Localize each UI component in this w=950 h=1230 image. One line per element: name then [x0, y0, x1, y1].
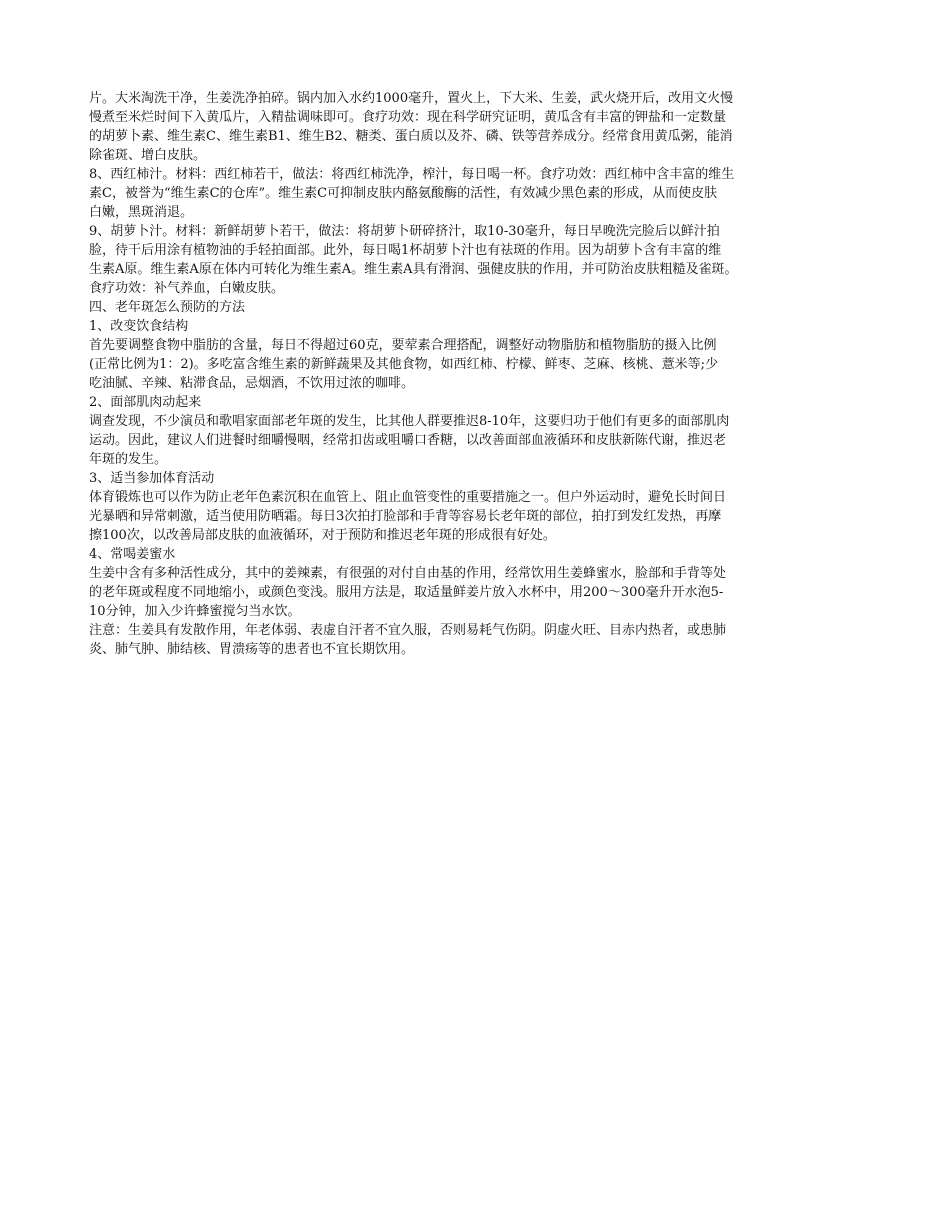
document-body — [89, 89, 889, 659]
note-line: 炎、肺气肿、肺结核、胃溃疡等的患者也不宜长期饮用。 — [89, 642, 415, 657]
text-line: 白嫩，黑斑消退。 — [89, 205, 194, 220]
note-line: 注意：生姜具有发散作用，年老体弱、表虚自汗者不宜久服，否则易耗气伤阴。阴虚火旺、目赤内热者，或患肺 — [89, 623, 727, 638]
text-line: 10分钟，加入少许蜂蜜搅匀当水饮。 — [89, 604, 301, 619]
text-line: 吃油腻、辛辣、粘滞食品，忌烟酒，不饮用过浓的咖啡。 — [89, 376, 415, 391]
text-line: 生素A原。维生素A原在体内可转化为维生素A。维生素A具有滑润、强健皮肤的作用，并可防治皮肤粗糙及雀斑。 — [89, 262, 738, 277]
text-line: 调查发现，不少演员和歌唱家面部老年斑的发生，比其他人群要推迟8-10年，这要归功于他们有更多的面部肌肉 — [89, 414, 730, 429]
text-line: 除雀斑、增白皮肤。 — [89, 148, 207, 163]
text-line: 光暴晒和异常刺激，适当使用防晒霜。每日3次拍打脸部和手背等容易长老年斑的部位，拍打到发红发热，再摩 — [89, 509, 722, 524]
text-line: 生姜中含有多种活性成分，其中的姜辣素，有很强的对付自由基的作用，经常饮用生姜蜂蜜水，脸部和手背等处 — [89, 566, 727, 581]
subsection-heading: 2、面部肌肉动起来 — [89, 395, 202, 410]
subsection-heading: 3、适当参加体育活动 — [89, 471, 215, 486]
text-line: 运动。因此，建议人们进餐时细嚼慢咽，经常扣齿或咀嚼口香糖，以改善面部血液循环和皮肤新陈代谢，推迟老 — [89, 433, 727, 448]
text-line: 慢煮至米烂时间下入黄瓜片，入精盐调味即可。食疗功效：现在科学研究证明，黄瓜含有丰富的钾盐和一定数量 — [89, 110, 727, 125]
text-line: 9、胡萝卜汁。材料：新鲜胡萝卜若干，做法：将胡萝卜研碎挤汁，取10-30毫升，每日早晚洗完脸后以鲜汁拍 — [89, 224, 720, 239]
subsection-heading: 1、改变饮食结构 — [89, 319, 189, 334]
text-line: 年斑的发生。 — [89, 452, 168, 467]
text-line: 首先要调整食物中脂肪的含量，每日不得超过60克，要荤素合理搭配，调整好动物脂肪和植物脂肪的摄入比例 — [89, 338, 717, 353]
section-heading: 四、老年斑怎么预防的方法 — [89, 300, 246, 315]
text-line: (正常比例为1：2)。多吃富含维生素的新鲜蔬果及其他食物，如西红柿、柠檬、鲜枣、芝麻、核桃、薏米等;少 — [89, 357, 719, 372]
text-line: 擦100次，以改善局部皮肤的血液循环，对于预防和推迟老年斑的形成很有好处。 — [89, 528, 556, 543]
text-line: 的胡萝卜素、维生素C、维生素B1、维生B2、糖类、蛋白质以及芥、磷、铁等营养成分。经常食用黄瓜粥，能消 — [89, 129, 733, 144]
text-line: 片。大米淘洗干净，生姜洗净拍碎。锅内加入水约1000毫升，置火上，下大米、生姜，武火烧开后，改用文火慢 — [89, 91, 734, 106]
text-line: 脸，待干后用涂有植物油的手轻拍面部。此外，每日喝1杯胡萝卜汁也有祛斑的作用。因为胡萝卜含有丰富的维 — [89, 243, 722, 258]
subsection-heading: 4、常喝姜蜜水 — [89, 547, 176, 562]
text-line: 的老年斑或程度不同地缩小，或颜色变浅。服用方法是，取适量鲜姜片放入水杯中，用200～300毫升开水泡5- — [89, 585, 724, 600]
text-line: 体育锻炼也可以作为防止老年色素沉积在血管上、阻止血管变性的重要措施之一。但户外运动时，避免长时间日 — [89, 490, 727, 505]
text-line: 素C，被誉为“维生素C的仓库”。维生素C可抑制皮肤内酪氨酸酶的活性，有效减少黑色素的形成，从而使皮肤 — [89, 186, 718, 201]
text-line: 食疗功效：补气养血，白嫩皮肤。 — [89, 281, 285, 296]
text-line: 8、西红柿汁。材料：西红柿若干，做法：将西红柿洗净，榨汁，每日喝一杯。食疗功效：西红柿中含丰富的维生 — [89, 167, 735, 182]
